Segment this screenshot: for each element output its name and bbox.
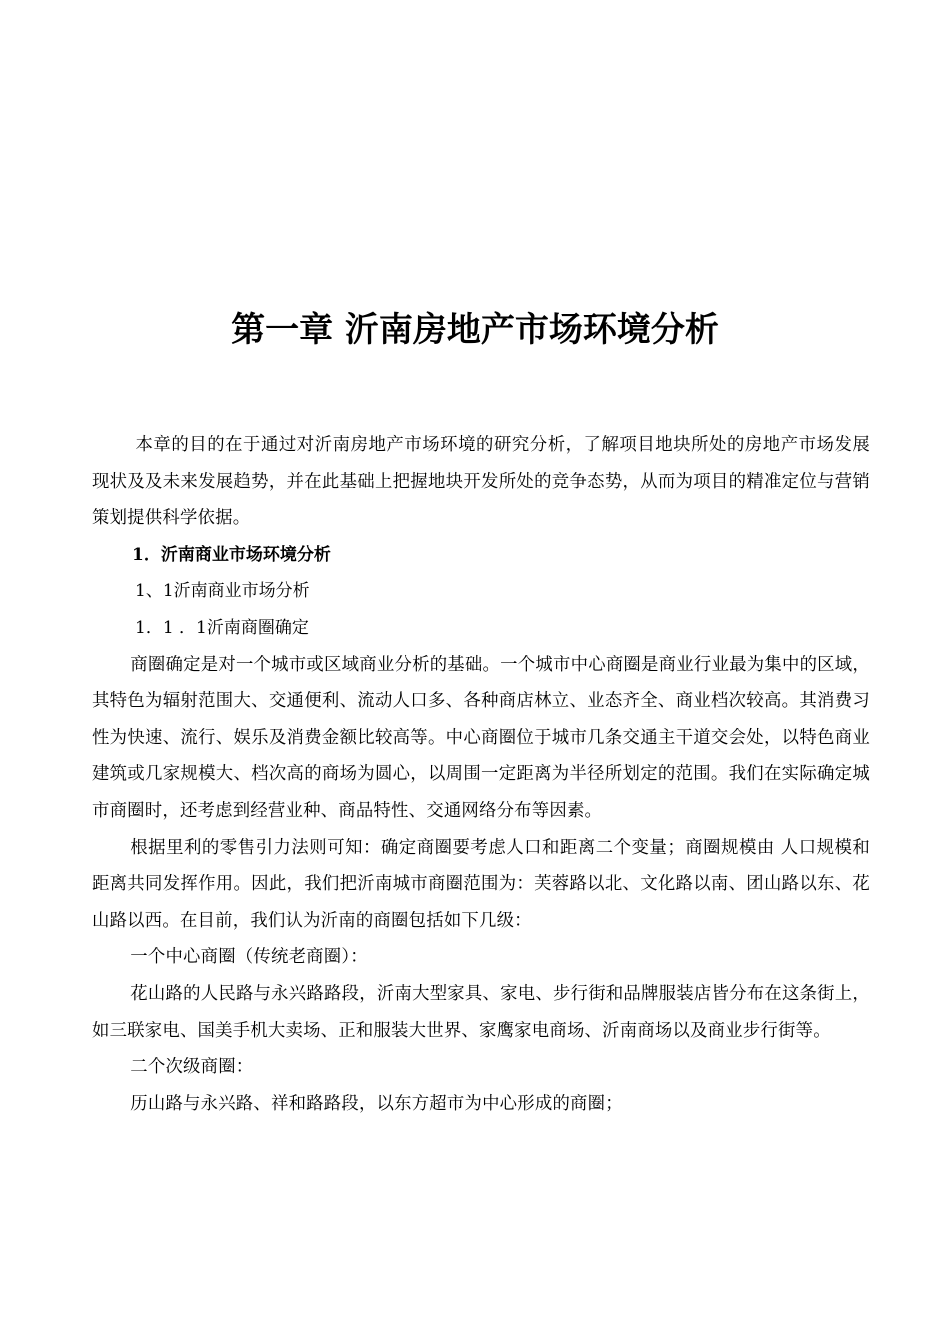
business-circle-definition-paragraph: 商圈确定是对一个城市或区域商业分析的基础。一个城市中心商圈是商业行业最为集中的区域，其特色为辐射范围大、交通便利、流动人口多、各种商店林立、业态齐全、商业档次较高。其消费习性为快速、流行、娱乐及消费金额比较高等。中心商圈位于城市几条交通主干道交会处，以特色商业建筑或几家规模大、档次高的商场为圆心，以周围一定距离为半径所划定的范围。我们在实际确定城市商圈时，还考虑到经营业种、商品特性、交通网络分布等因素。 [92,654,870,821]
intro-paragraph: 本章的目的在于通过对沂南房地产市场环境的研究分析，了解项目地块所处的房地产市场发展现状及及未来发展趋势，并在此基础上把握地块开发所处的竞争态势，从而为项目的精准定位与营销策划提供科学依据。 [92,435,870,529]
section-1-1-1-heading: 1．1 ．1沂南商圈确定 [135,617,309,638]
body-text [92,427,870,1122]
reilly-law-paragraph: 根据里利的零售引力法则可知：确定商圈要考虑人口和距离二个变量；商圈规模由 人口规模和距离共同发挥作用。因此，我们把沂南城市商圈范围为：芙蓉路以北、文化路以南、团山路以东、花山路以西。在目前，我们认为沂南的商圈包括如下几级： [92,837,870,931]
section-1-heading: 1．沂南商业市场环境分析 [132,544,331,565]
center-circle-paragraph: 一个中心商圈（传统老商圈）： [130,947,368,968]
secondary-circles-paragraph: 二个次级商圈： [130,1057,254,1078]
section-1-1-heading: 1、1沂南商业市场分析 [135,581,310,602]
chapter-title: 第一章 沂南房地产市场环境分析 [231,310,719,350]
huashan-road-paragraph: 花山路的人民路与永兴路路段，沂南大型家具、家电、步行街和品牌服装店皆分布在这条街上，如三联家电、国美手机大卖场、正和服装大世界、家鹰家电商场、沂南商场以及商业步行街等。 [92,983,870,1041]
lishan-road-paragraph: 历山路与永兴路、祥和路路段，以东方超市为中心形成的商圈； [130,1093,623,1114]
